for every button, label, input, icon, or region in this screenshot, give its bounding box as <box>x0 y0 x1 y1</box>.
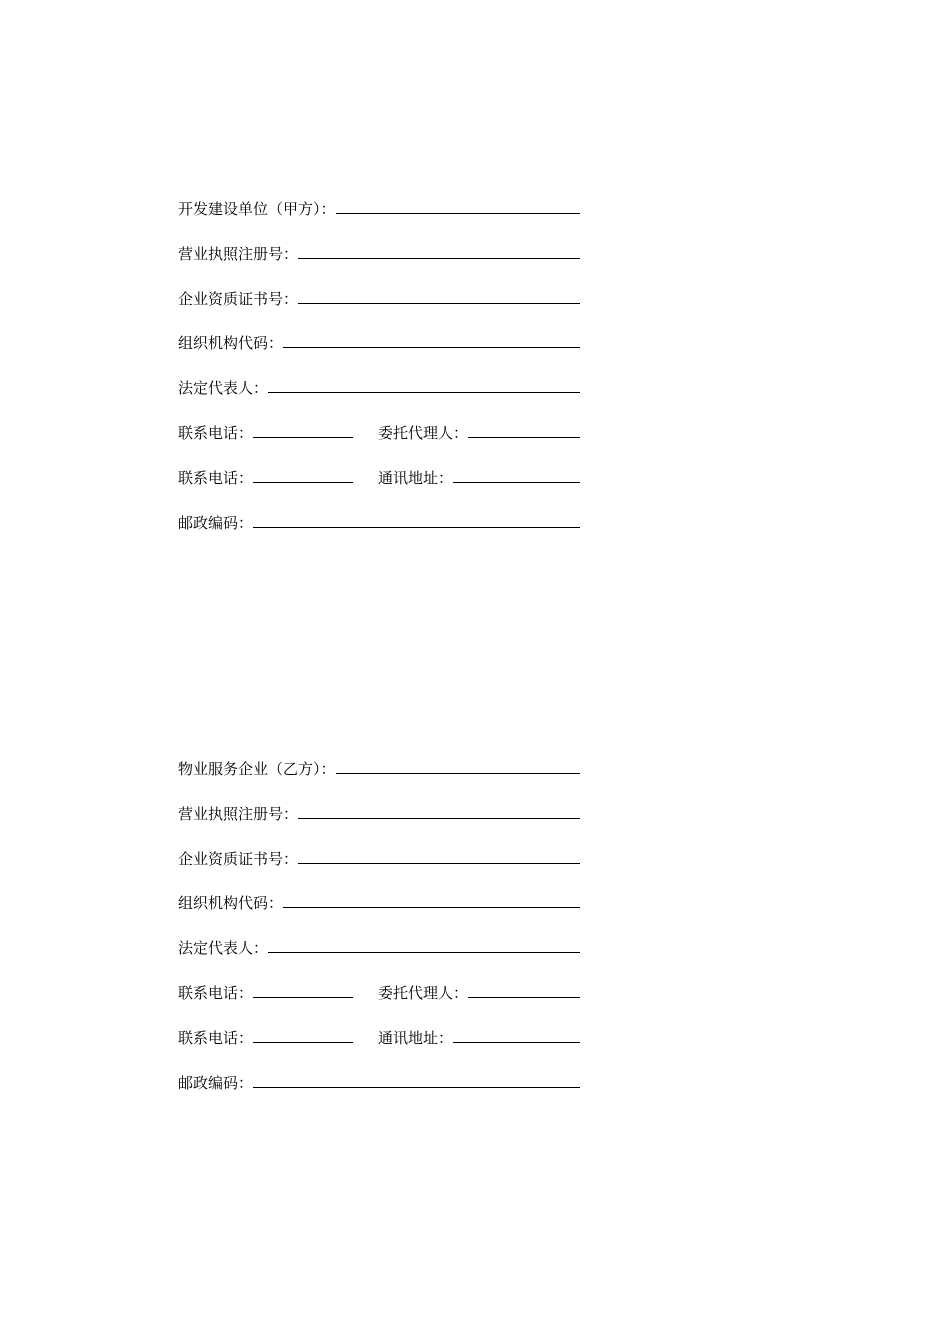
party-a-address-label: 通讯地址： <box>378 468 454 487</box>
party-a-phone-address-row <box>178 462 580 488</box>
party-b-section <box>178 753 580 1111</box>
party-b-license-blank[interactable] <box>298 818 580 819</box>
party-b-phone-1-label: 联系电话： <box>178 983 254 1002</box>
party-b-address-label: 通讯地址： <box>378 1028 454 1047</box>
party-b-agent-blank[interactable] <box>468 997 580 998</box>
party-b-agent-label: 委托代理人： <box>378 983 469 1002</box>
party-a-qualification-row <box>178 283 580 309</box>
party-a-legal-rep-row <box>178 372 580 398</box>
party-a-org-code-blank[interactable] <box>283 347 580 348</box>
party-b-qualification-row <box>178 843 580 869</box>
party-a-qualification-blank[interactable] <box>298 303 580 304</box>
party-a-org-code-label: 组织机构代码： <box>178 334 284 353</box>
party-b-title-label: 物业服务企业（乙方）： <box>178 760 336 778</box>
party-b-license-row <box>178 798 580 824</box>
party-b-org-code-blank[interactable] <box>283 907 580 908</box>
party-a-title-row <box>178 193 580 219</box>
party-a-phone-1-label: 联系电话： <box>178 423 254 442</box>
party-a-agent-blank[interactable] <box>468 437 580 438</box>
party-a-postcode-row <box>178 507 580 533</box>
party-b-phone-address-row <box>178 1022 580 1048</box>
party-a-postcode-label: 邮政编码： <box>178 513 254 532</box>
party-a-agent-label: 委托代理人： <box>378 423 469 442</box>
party-b-legal-rep-blank[interactable] <box>268 952 580 953</box>
party-b-legal-rep-row <box>178 932 580 958</box>
party-b-license-label: 营业执照注册号： <box>178 804 299 823</box>
party-b-address-blank[interactable] <box>453 1042 580 1043</box>
party-a-phone-1-blank[interactable] <box>253 437 353 438</box>
party-b-phone-1-blank[interactable] <box>253 997 353 998</box>
party-b-phone-2-label: 联系电话： <box>178 1028 254 1047</box>
party-b-legal-rep-label: 法定代表人： <box>178 939 269 958</box>
party-a-legal-rep-blank[interactable] <box>268 392 580 393</box>
party-b-qualification-label: 企业资质证书号： <box>178 849 299 868</box>
party-a-title-blank[interactable] <box>336 213 580 214</box>
party-a-phone-2-blank[interactable] <box>253 482 353 483</box>
party-a-title-label: 开发建设单位（甲方）： <box>178 200 336 218</box>
party-b-title-blank[interactable] <box>336 773 580 774</box>
party-a-license-row <box>178 238 580 264</box>
party-b-org-code-row <box>178 887 580 913</box>
party-a-address-blank[interactable] <box>453 482 580 483</box>
party-a-section <box>178 193 580 551</box>
party-b-qualification-blank[interactable] <box>298 863 580 864</box>
party-b-postcode-label: 邮政编码： <box>178 1073 254 1092</box>
party-b-title-row <box>178 753 580 779</box>
party-a-org-code-row <box>178 327 580 353</box>
party-b-org-code-label: 组织机构代码： <box>178 894 284 913</box>
party-a-qualification-label: 企业资质证书号： <box>178 289 299 308</box>
party-a-postcode-blank[interactable] <box>253 527 580 528</box>
party-b-phone-agent-row <box>178 977 580 1003</box>
party-b-phone-2-blank[interactable] <box>253 1042 353 1043</box>
party-a-phone-agent-row <box>178 417 580 443</box>
party-b-postcode-row <box>178 1067 580 1093</box>
party-a-license-blank[interactable] <box>298 258 580 259</box>
party-a-legal-rep-label: 法定代表人： <box>178 379 269 398</box>
party-a-license-label: 营业执照注册号： <box>178 244 299 263</box>
party-b-postcode-blank[interactable] <box>253 1087 580 1088</box>
party-a-phone-2-label: 联系电话： <box>178 468 254 487</box>
